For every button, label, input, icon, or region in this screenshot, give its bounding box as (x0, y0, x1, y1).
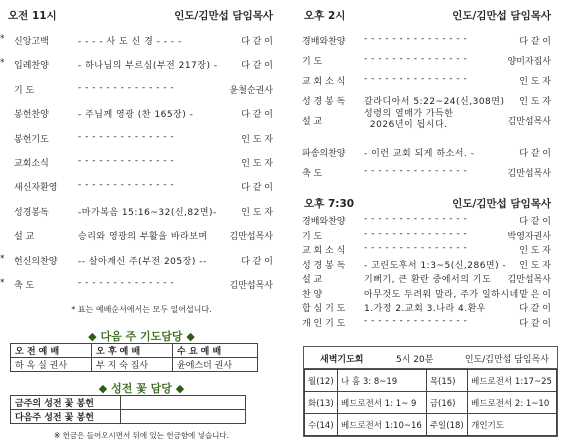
order-detail: - - - - - - - - - - - - - - - (364, 74, 468, 84)
order-row (296, 316, 561, 330)
dawn-pastor: 인도/김만섭 담임목사 (464, 355, 549, 365)
dawn-title: 새벽기도회 (320, 355, 364, 365)
next-header-pm: 오 후 예 배 (92, 344, 173, 358)
order-row (296, 34, 561, 48)
order-row (0, 278, 283, 292)
flower-this-week-label: 금주의 성전 꽃 봉헌 (11, 396, 121, 410)
order-row (296, 54, 561, 68)
order-detail: - 이런 교회 되게 하소서. - (364, 149, 475, 159)
order-star: * (0, 278, 5, 288)
dawn-day: 금(16) (426, 392, 467, 414)
dawn-day: 주일(18) (426, 414, 467, 436)
order-leader: 김만섭목사 (507, 117, 551, 127)
next-header-am: 오 전 예 배 (11, 344, 92, 358)
order-leader: 다 같 이 (241, 110, 273, 121)
order-row (0, 180, 283, 194)
order-label: 개 인 기 도 (302, 318, 346, 329)
morning-pastor: 인도/김만섭 담임목사 (174, 10, 273, 22)
order-leader: 인 도 자 (519, 260, 551, 271)
dawn-row (305, 370, 557, 392)
order-leader: 인 도 자 (519, 77, 551, 87)
order-label: 파송의찬양 (302, 149, 346, 159)
order-leader: 다 같 이 (519, 149, 551, 159)
dawn-row (305, 392, 557, 414)
pm730-pastor: 인도/김만섭 담임목사 (452, 198, 551, 210)
order-leader: 맡 은 이 (519, 289, 551, 300)
order-detail: - - - - - - - - - - - - - - - (364, 228, 468, 239)
dawn-passage: 베드로전서 1:17~25 (468, 370, 557, 392)
order-leader: 김만섭목사 (507, 169, 551, 179)
order-detail: - 하나님의 부르심(부전 217장) - (78, 61, 218, 72)
dawn-header (304, 347, 557, 369)
order-detail: - - - - - - - - - - - - - - (78, 82, 175, 93)
order-detail: - - - - - - - - - - - - - - (78, 156, 175, 166)
dawn-passage: 베드로전서 1:10~16 (338, 414, 427, 436)
order-row (296, 287, 561, 301)
order-row (296, 243, 561, 257)
dawn-time: 5시 20분 (396, 355, 434, 365)
flower-this-week-value (121, 396, 246, 410)
next-header-wed: 수 요 예 배 (173, 344, 258, 358)
order-detail: - 주님께 영광 (찬 165장) - (78, 110, 194, 121)
order-label: 합 심 기 도 (302, 304, 346, 314)
order-label: 찬 양 (302, 289, 323, 300)
order-label: 성 경 봉 독 (302, 260, 346, 271)
flower-title: ◆ 성전 꽃 담당 ◆ (98, 382, 185, 395)
flower-next-week-label: 다음주 성전 꽃 봉헌 (11, 410, 121, 424)
next-value-am: 하 옥 실 권사 (11, 358, 92, 372)
flower-table (10, 395, 246, 424)
order-row (296, 272, 561, 286)
order-detail: -마가복음 15:16~32(신,82면)- (78, 207, 217, 218)
order-label: 새신자환영 (14, 183, 58, 194)
order-leader: 다 같 이 (519, 304, 551, 314)
order-label: 경배와찬양 (302, 37, 346, 47)
order-leader: 박영자권사 (507, 231, 551, 242)
order-label: 입례찬양 (14, 61, 49, 72)
order-label: 교 회 소 식 (302, 77, 346, 87)
flower-title-text: 성전 꽃 담당 (111, 382, 172, 395)
order-row (0, 83, 283, 97)
dawn-prayer-box (303, 346, 558, 437)
order-detail: 갈라디아서 5:22~24(신,308면) (364, 97, 505, 107)
order-row (296, 146, 561, 160)
order-label: 봉헌기도 (14, 134, 49, 145)
order-leader: 김만섭목사 (229, 281, 273, 291)
order-row (296, 109, 561, 130)
order-label: 신앙고백 (14, 37, 49, 47)
order-label: 성 경 봉 독 (302, 97, 346, 107)
order-leader: 다 같 이 (241, 183, 273, 194)
order-leader: 다 같 이 (519, 37, 551, 47)
order-leader: 인 도 자 (241, 134, 273, 145)
dawn-table (304, 369, 557, 436)
order-row (0, 205, 283, 219)
order-star: * (0, 34, 5, 44)
pm730-time: 오후 7:30 (304, 198, 355, 210)
order-label: 교 회 소 식 (302, 246, 346, 256)
dawn-row (305, 414, 557, 436)
order-label: 경배와찬양 (302, 217, 346, 227)
next-prayer-title-text: 다음 주 기도담당 (100, 330, 183, 343)
order-detail: 승리와 영광의 부활을 바라보며 (78, 232, 208, 243)
pm2-header (304, 8, 551, 22)
order-row (0, 229, 283, 243)
dawn-day: 화(13) (305, 392, 338, 414)
order-row (0, 107, 283, 121)
order-row (0, 156, 283, 170)
order-label: 설 교 (302, 275, 323, 285)
order-label: 기 도 (14, 85, 35, 96)
order-label: 축 도 (14, 281, 35, 291)
order-star: * (0, 58, 5, 69)
next-value-wed: 윤에스더 권사 (173, 358, 258, 372)
order-detail: - - - - - - - - - - - - - - - (364, 243, 468, 253)
order-detail: 기뻐기, 큰 환란 중에서의 기도 (364, 275, 492, 285)
pm2-pastor: 인도/김만섭 담임목사 (452, 10, 551, 22)
order-row (0, 34, 283, 48)
pm2-time: 오후 2시 (304, 10, 346, 22)
order-leader: 다 같 이 (519, 318, 551, 329)
order-label: 기 도 (302, 231, 323, 242)
order-label: 기 도 (302, 57, 323, 67)
order-detail: - - - - - - - - - - - - - - (78, 131, 175, 142)
order-detail: 1.가정 2.교회 3.나라 4.환우 (364, 304, 486, 314)
dawn-day: 월(12) (305, 370, 338, 392)
order-detail: 아무것도 두려워 말라, 주가 일하시네 (364, 289, 519, 300)
order-detail: -- 살아계신 주(부전 205장) -- (78, 256, 207, 267)
order-leader: 김만섭목사 (229, 232, 273, 243)
pm730-header (304, 196, 551, 210)
stand-footnote: * 표는 예배순서에서는 모두 일어섭니다. (71, 305, 212, 314)
morning-header (8, 8, 273, 22)
order-leader: 다 같 이 (519, 217, 551, 227)
dawn-passage: 개인기도 (468, 414, 557, 436)
dawn-passage: 베드로전서 2: 1~10 (468, 392, 557, 414)
order-label: 설 교 (14, 232, 35, 243)
offering-note: ※ 헌금은 들어오시면서 뒤에 있는 헌금함에 넣습니다. (53, 431, 230, 440)
order-row (296, 166, 561, 180)
order-label: 설 교 (302, 117, 323, 127)
next-prayer-table (10, 343, 258, 372)
order-leader: 인 도 자 (519, 97, 551, 107)
order-row (296, 301, 561, 315)
order-row (296, 229, 561, 243)
order-detail: - - - - 사 도 신 경 - - - - (78, 37, 182, 47)
order-leader: 인 도 자 (241, 159, 273, 169)
order-leader: 다 같 이 (241, 256, 273, 267)
order-row (0, 58, 283, 72)
order-leader: 인 도 자 (241, 207, 273, 218)
order-label: 봉헌찬양 (14, 110, 49, 121)
order-row (0, 254, 283, 268)
order-row (0, 132, 283, 146)
order-detail: - - - - - - - - - - - - - - - (364, 34, 468, 44)
dawn-passage: 베드로전서 1: 1~ 9 (338, 392, 427, 414)
order-detail: - - - - - - - - - - - - - - - (364, 54, 468, 64)
order-label: 헌신의찬양 (14, 256, 58, 267)
order-leader: 양미자집사 (507, 57, 551, 67)
order-leader: 김만섭목사 (507, 275, 551, 285)
order-star: * (0, 253, 5, 264)
order-leader: 윤철순권사 (229, 85, 273, 96)
dawn-day: 목(15) (426, 370, 467, 392)
order-detail: - - - - - - - - - - - - - - (78, 278, 175, 288)
order-detail: - - - - - - - - - - - - - - - (364, 315, 468, 326)
morning-time: 오전 11시 (8, 10, 57, 22)
flower-next-week-value (121, 410, 246, 424)
next-prayer-title: ◆ 다음 주 기도담당 ◆ (88, 330, 195, 343)
order-leader: 다 같 이 (241, 61, 273, 72)
order-row (296, 214, 561, 228)
order-leader: 다 같 이 (241, 37, 273, 47)
order-row (296, 94, 561, 108)
dawn-passage: 나 훔 3: 8~19 (338, 370, 427, 392)
order-row (296, 74, 561, 88)
order-label: 교회소식 (14, 159, 49, 169)
order-detail: - - - - - - - - - - - - - - - (364, 166, 468, 176)
order-detail: - 고린도후서 1:3~5(신,286면) - (364, 260, 507, 271)
order-detail: 성령의 열매가 가득한 2026년이 됩시다. (364, 109, 454, 130)
order-detail: - - - - - - - - - - - - - - - (364, 214, 468, 224)
order-label: 성경봉독 (14, 207, 49, 218)
order-row (296, 258, 561, 272)
order-leader: 인 도 자 (519, 246, 551, 256)
order-label: 축 도 (302, 169, 323, 179)
order-detail: - - - - - - - - - - - - - - (78, 180, 175, 191)
dawn-day: 수(14) (305, 414, 338, 436)
next-value-pm: 부 지 숙 집사 (92, 358, 173, 372)
